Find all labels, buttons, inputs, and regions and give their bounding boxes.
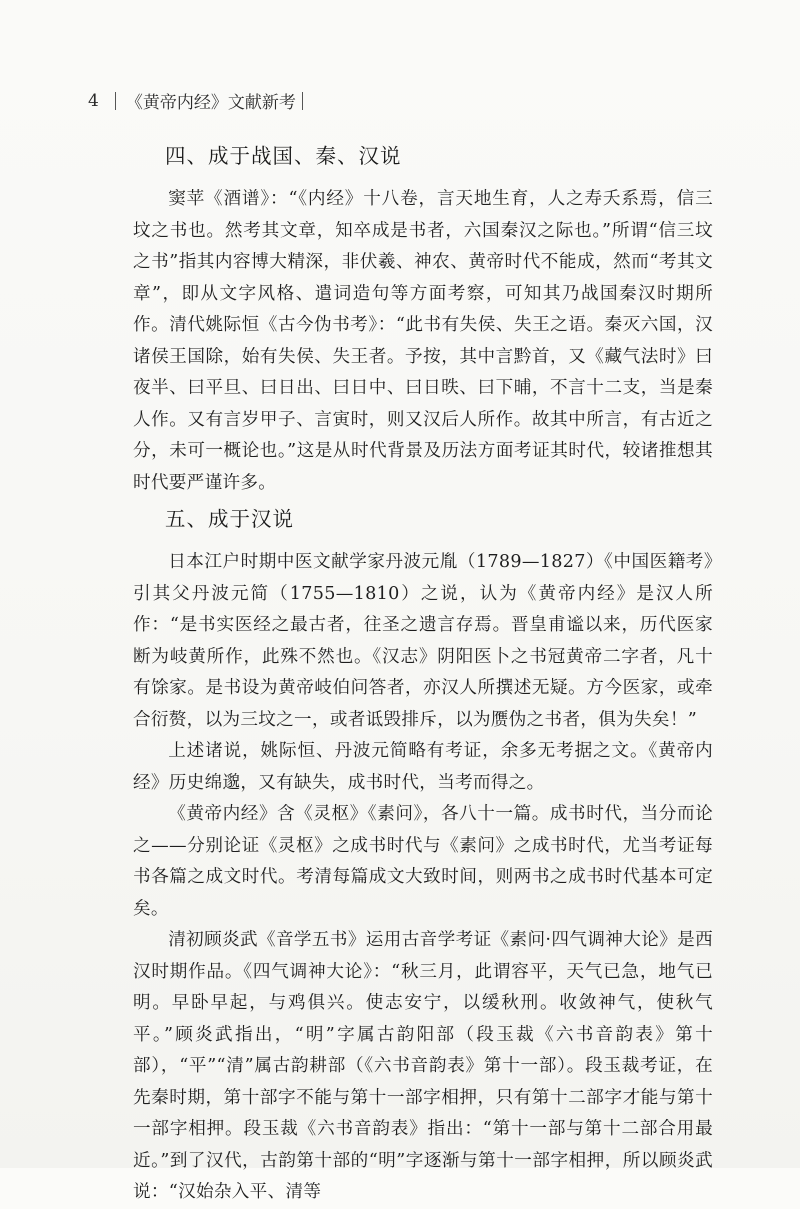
body-paragraph: 窦苹《酒谱》：“《内经》十八卷，言天地生育，人之寿夭系焉，信三坟之书也。然考其文章，知卒成是书者，六国秦汉之际也。”所谓“信三坟之书”指其内容博大精深，非伏羲、神农、黄帝时代不能成，然而“考其文章”，即从文字风格、遣词造句等方面考察，可知其乃战国秦汉时期所作。清代姚际恒《古今伪书考》：“此书有失侯、失王之语。秦灭六国，汉诸侯王国除，始有失侯、失王者。予按，其中言黔首，又《藏气法时》曰夜半、曰平旦、曰日出、曰日中、曰日昳、曰下晡，不言十二支，当是秦人作。又有言岁甲子、言寅时，则又汉后人所作。故其中所言，有古近之分，未可一概论也。”这是从时代背景及历法方面考证其时代，较诸推想其时代要严谨许多。 — [133, 189, 713, 493]
body-paragraph: 清初顾炎武《音学五书》运用古音学考证《素问·四气调神大论》是西汉时期作品。《四气调神大论》：“秋三月，此谓容平，天气已急，地气已明。早卧早起，与鸡俱兴。使志安宁，以缓秋刑。收敛神气，使秋气平。”顾炎武指出，“明”字属古韵阳部（段玉裁《六书音韵表》第十部），“平”“清”属古韵耕部（《六书音韵表》第十一部）。段玉裁考证，在先秦时期，第十部字不能与第十一部字相押，只有第十二部字才能与第十一部字相押。段玉裁《六书音韵表》指出：“第十一部与第十二部合用最近。”到了汉代，古韵第十部的“明”字逐渐与第十一部字相押，所以顾炎武说：“汉始杂入平、清等 — [133, 930, 713, 1202]
page-body — [133, 136, 713, 1209]
body-paragraph: 《黄帝内经》含《灵枢》《素问》，各八十一篇。成书时代，当分而论之——分别论证《灵枢》之成书时代与《素问》之成书时代，尤当考证每书各篇之成文时代。考清每篇成文大致时间，则两书之成书时代基本可定矣。 — [133, 804, 713, 919]
book-title: 《黄帝内经》文献新考 — [125, 93, 296, 113]
body-paragraph: 日本江户时期中医文献学家丹波元胤（1789—1827）《中国医籍考》引其父丹波元简（1755—1810）之说，认为《黄帝内经》是汉人所作：“是书实医经之最古者，往圣之遗言存焉。晋皇甫谧以来，历代医家断为岐黄所作，此殊不然也。《汉志》阴阳医卜之书冠黄帝二字者，凡十有馀家。是书设为黄帝岐伯问答者，亦汉人所撰述无疑。方今医家，或牵合衍赘，以为三坟之一，或者诋毁排斥，以为赝伪之书者，俱为失矣！” — [133, 552, 713, 730]
section-heading: 四、成于战国、秦、汉说 — [165, 144, 402, 168]
body-paragraph: 上述诸说，姚际恒、丹波元简略有考证，余多无考据之文。《黄帝内经》历史绵邈，又有缺失，成书时代，当考而得之。 — [133, 741, 713, 793]
section-heading: 五、成于汉说 — [165, 507, 294, 531]
header-divider — [115, 92, 116, 110]
header-divider-right — [302, 92, 303, 110]
running-head — [88, 88, 303, 113]
page-number: 4 — [88, 90, 99, 111]
